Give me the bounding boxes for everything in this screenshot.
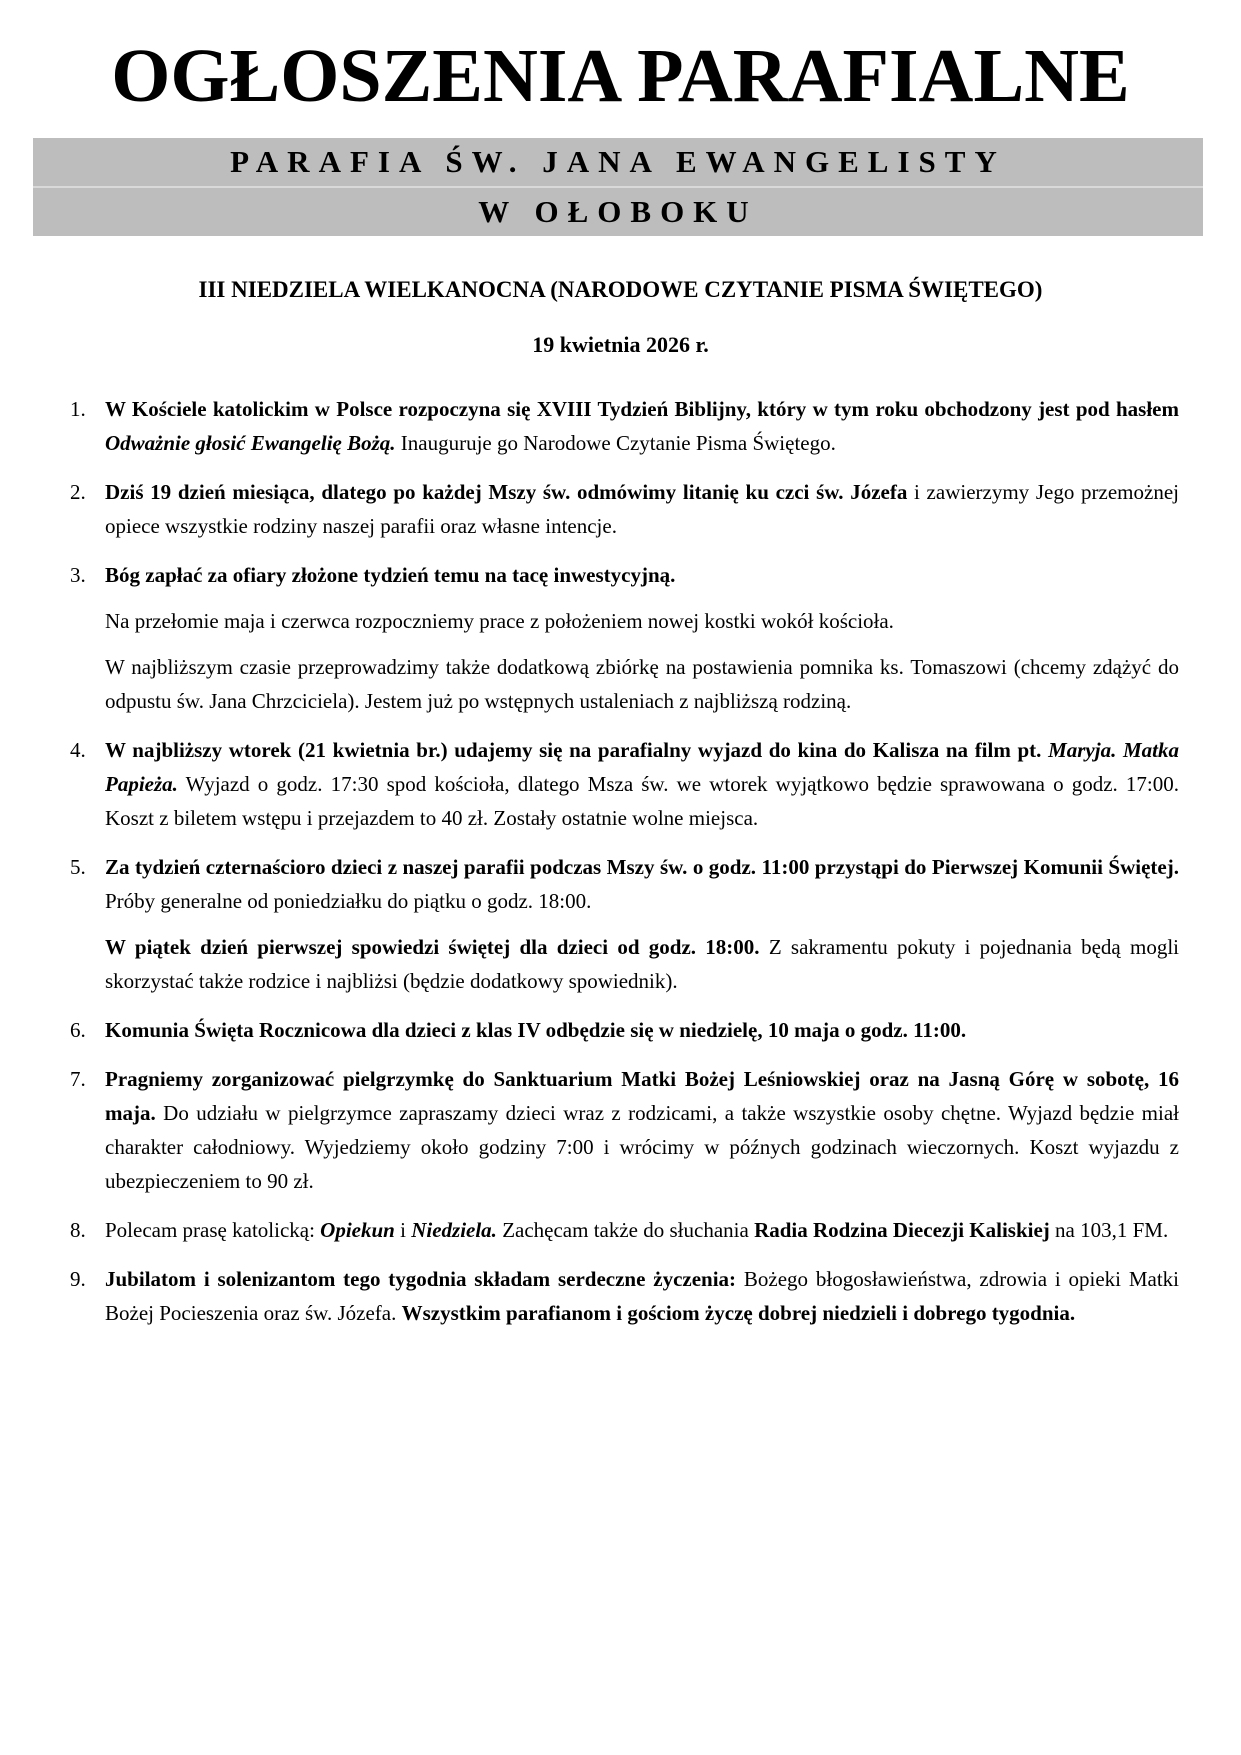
announcement-item-5 (70, 850, 1179, 998)
text-run: W piątek dzień pierwszej spowiedzi świętej dla dzieci od godz. 18:00. (105, 935, 760, 959)
text-run: Radia Rodzina Diecezji Kaliskiej (754, 1218, 1050, 1242)
sunday-heading: III NIEDZIELA WIELKANOCNA (NARODOWE CZYTANIE PISMA ŚWIĘTEGO) (198, 277, 1043, 302)
text-run: Bożego błogosławieństwa, zdrowia i opieki Matki Bożej Pocieszenia oraz św. Józefa. (105, 1267, 1180, 1325)
text-run: Polecam prasę katolicką: (105, 1218, 321, 1242)
item-body (105, 1062, 1179, 1198)
announcement-item-1 (70, 392, 1179, 460)
item-paragraph (105, 850, 1179, 918)
text-run: Na przełomie maja i czerwca rozpoczniemy prace z położeniem nowej kostki wokół kościoła. (105, 609, 894, 633)
text-run: Odważnie głosić Ewangelię Bożą. (105, 431, 396, 455)
item-paragraph (105, 475, 1179, 543)
item-paragraph (105, 930, 1179, 998)
text-run: Bóg zapłać za ofiary złożone tydzień temu na tacę inwestycyjną. (105, 563, 676, 587)
text-run: i zawierzymy Jego przemożnej opiece wszystkie rodziny naszej parafii oraz własne intencje. (105, 480, 1179, 538)
item-body (105, 558, 1179, 718)
text-run: Wszystkim parafianom i gościom życzę dobrej niedzieli i dobrego tygodnia. (401, 1301, 1076, 1325)
item-body (105, 1213, 1179, 1247)
item-paragraph (105, 1013, 1179, 1047)
text-run: W najbliższym czasie przeprowadzimy także dodatkową zbiórkę na postawienia pomnika ks. Tomaszowi (chcemy zdążyć do odpustu św. Jana Chrzciciela). Jestem już po wstępnych ustaleniach z najbliższą rodziną. (105, 655, 1179, 713)
item-paragraph (105, 1062, 1179, 1198)
text-run: i (394, 1218, 412, 1242)
text-run: na 103,1 FM. (1049, 1218, 1169, 1242)
parish-name-line: PARAFIA ŚW. JANA EWANGELISTY (230, 144, 1006, 179)
announcement-item-4 (70, 733, 1179, 835)
item-body (105, 1013, 1179, 1047)
item-paragraph (105, 1262, 1179, 1330)
item-body (105, 392, 1179, 460)
item-paragraph (105, 1213, 1179, 1247)
item-number: 1. (70, 397, 86, 421)
document-title: OGŁOSZENIA PARAFIALNE (111, 34, 1130, 118)
item-body (105, 850, 1179, 998)
text-run: Wyjazd o godz. 17:30 spod kościoła, dlatego Msza św. we wtorek wyjątkowo będzie sprawowana o godz. 17:00. Koszt z biletem wstępu i przejazdem to 40 zł. Zostały ostatnie wolne miejsca. (105, 772, 1179, 830)
item-number: 9. (70, 1267, 86, 1291)
item-number: 2. (70, 480, 86, 504)
announcement-item-3 (70, 558, 1179, 718)
parish-location-line: W OŁOBOKU (33, 186, 1203, 236)
text-run: Dziś 19 dzień miesiąca, dlatego po każdej Mszy św. odmówimy litanię ku czci św. Józefa (105, 480, 908, 504)
item-number: 4. (70, 738, 86, 762)
text-run: Z sakramentu pokuty i pojednania będą mogli skorzystać także rodzice i najbliżsi (będzie dodatkowy spowiednik). (105, 935, 1179, 993)
item-number: 7. (70, 1067, 86, 1091)
item-paragraph (105, 650, 1179, 718)
item-number: 8. (70, 1218, 86, 1242)
item-paragraph (105, 604, 1179, 638)
announcement-item-6 (70, 1013, 1179, 1047)
item-number: 5. (70, 855, 86, 879)
text-run: Próby generalne od poniedziałku do piątku o godz. 18:00. (105, 889, 592, 913)
parish-banner (33, 138, 1203, 236)
text-run: Pragniemy zorganizować pielgrzymkę do Sanktuarium Matki Bożej Leśniowskiej oraz na Jasną Górę w sobotę, 16 maja. (105, 1067, 1179, 1125)
item-number: 3. (70, 563, 86, 587)
item-paragraph (105, 392, 1179, 460)
item-paragraph (105, 558, 1179, 592)
announcement-item-9 (70, 1262, 1179, 1330)
text-run: W najbliższy wtorek (21 kwietnia br.) udajemy się na parafialny wyjazd do kina do Kalisza na film pt. (105, 738, 1049, 762)
text-run: Zachęcam także do słuchania (496, 1218, 755, 1242)
item-number: 6. (70, 1018, 86, 1042)
text-run: Jubilatom i solenizantom tego tygodnia składam serdeczne życzenia: (105, 1267, 737, 1291)
item-body (105, 475, 1179, 543)
text-run: W Kościele katolickim w Polsce rozpoczyna się XVIII Tydzień Biblijny, który w tym roku obchodzony jest pod hasłem (105, 397, 1179, 421)
announcement-item-7 (70, 1062, 1179, 1198)
text-run: Inauguruje go Narodowe Czytanie Pisma Świętego. (395, 431, 836, 455)
announcement-item-8 (70, 1213, 1179, 1247)
text-run: Za tydzień czternaścioro dzieci z naszej parafii podczas Mszy św. o godz. 11:00 przystąpi do Pierwszej Komunii Świętej. (105, 855, 1179, 879)
announcements-list (70, 392, 1179, 1330)
text-run: Maryja. Matka Papieża. (105, 738, 1179, 796)
text-run: Komunia Święta Rocznicowa dla dzieci z klas IV odbędzie się w niedzielę, 10 maja o godz. 11:00. (105, 1018, 967, 1042)
date-line: 19 kwietnia 2026 r. (532, 332, 709, 357)
item-paragraph (105, 733, 1179, 835)
text-run: Opiekun (320, 1218, 395, 1242)
item-body (105, 733, 1179, 835)
announcement-item-2 (70, 475, 1179, 543)
item-body (105, 1262, 1179, 1330)
text-run: Do udziału w pielgrzymce zapraszamy dzieci wraz z rodzicami, a także wszystkie osoby chętne. Wyjazd będzie miał charakter całodniowy. Wyjedziemy około godziny 7:00 i wrócimy w późnych godzinach wieczornych. Koszt wyjazdu z ubezpieczeniem to 90 zł. (105, 1101, 1179, 1193)
text-run: Niedziela. (411, 1218, 497, 1242)
